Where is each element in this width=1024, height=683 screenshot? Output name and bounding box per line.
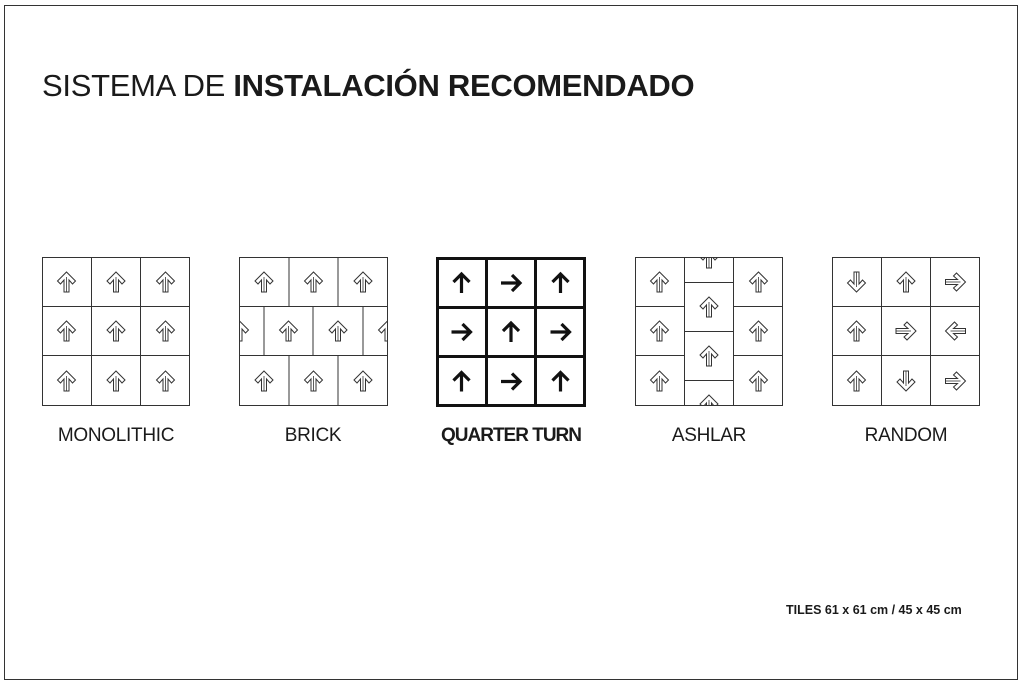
random-grid — [832, 257, 980, 407]
pattern-brick — [239, 257, 387, 407]
monolithic-grid — [42, 257, 190, 407]
label-quarter-turn: QUARTER TURN — [441, 425, 581, 446]
page-title — [42, 66, 694, 106]
arrow-icon — [946, 322, 966, 340]
arrow-icon — [305, 272, 323, 292]
arrow-icon — [700, 346, 718, 366]
arrow-icon — [503, 323, 519, 342]
arrow-icon — [454, 274, 470, 293]
label-brick: BRICK — [284, 425, 342, 446]
pattern-quarter-turn — [436, 257, 584, 407]
arrow-icon — [553, 274, 569, 293]
arrow-icon — [551, 324, 570, 340]
arrow-icon — [946, 273, 966, 291]
arrow-icon — [452, 324, 471, 340]
pattern-monolithic — [42, 257, 190, 407]
label-random: RANDOM — [864, 425, 948, 446]
arrow-icon — [553, 373, 569, 392]
arrow-icon — [651, 321, 669, 341]
arrow-icon — [107, 272, 125, 292]
pattern-ashlar — [635, 257, 783, 407]
arrow-icon — [651, 272, 669, 292]
quarter-turn-grid — [436, 257, 586, 407]
arrow-icon — [750, 321, 768, 341]
arrow-icon — [651, 371, 669, 391]
arrow-icon — [255, 272, 273, 292]
arrow-icon — [157, 321, 175, 341]
arrow-icon — [946, 372, 966, 390]
pattern-random — [832, 257, 980, 407]
arrow-icon — [107, 321, 125, 341]
arrow-icon — [897, 371, 915, 391]
label-monolithic: MONOLITHIC — [57, 425, 175, 446]
label-ashlar: ASHLAR — [671, 425, 747, 446]
arrow-icon — [750, 371, 768, 391]
arrow-icon — [354, 371, 372, 391]
arrow-icon — [896, 322, 916, 340]
arrow-icon — [58, 371, 76, 391]
ashlar-grid — [635, 257, 783, 407]
arrow-icon — [157, 272, 175, 292]
arrow-icon — [848, 371, 866, 391]
arrow-icon — [58, 321, 76, 341]
brick-grid — [239, 257, 389, 407]
arrow-icon — [454, 373, 470, 392]
title-light: SISTEMA DE — [42, 68, 234, 103]
arrow-icon — [58, 272, 76, 292]
arrow-icon — [700, 297, 718, 317]
arrow-icon — [107, 371, 125, 391]
arrow-icon — [848, 321, 866, 341]
arrow-icon — [329, 321, 347, 341]
title-bold: INSTALACIÓN RECOMENDADO — [233, 68, 695, 103]
arrow-icon — [280, 321, 298, 341]
arrow-icon — [305, 371, 323, 391]
arrow-icon — [255, 371, 273, 391]
tile-size-note: TILES 61 x 61 cm / 45 x 45 cm — [786, 603, 962, 617]
arrow-icon — [501, 374, 520, 390]
arrow-icon — [157, 371, 175, 391]
arrow-icon — [501, 275, 520, 291]
arrow-icon — [750, 272, 768, 292]
arrow-icon — [354, 272, 372, 292]
arrow-icon — [897, 272, 915, 292]
arrow-icon — [848, 272, 866, 292]
